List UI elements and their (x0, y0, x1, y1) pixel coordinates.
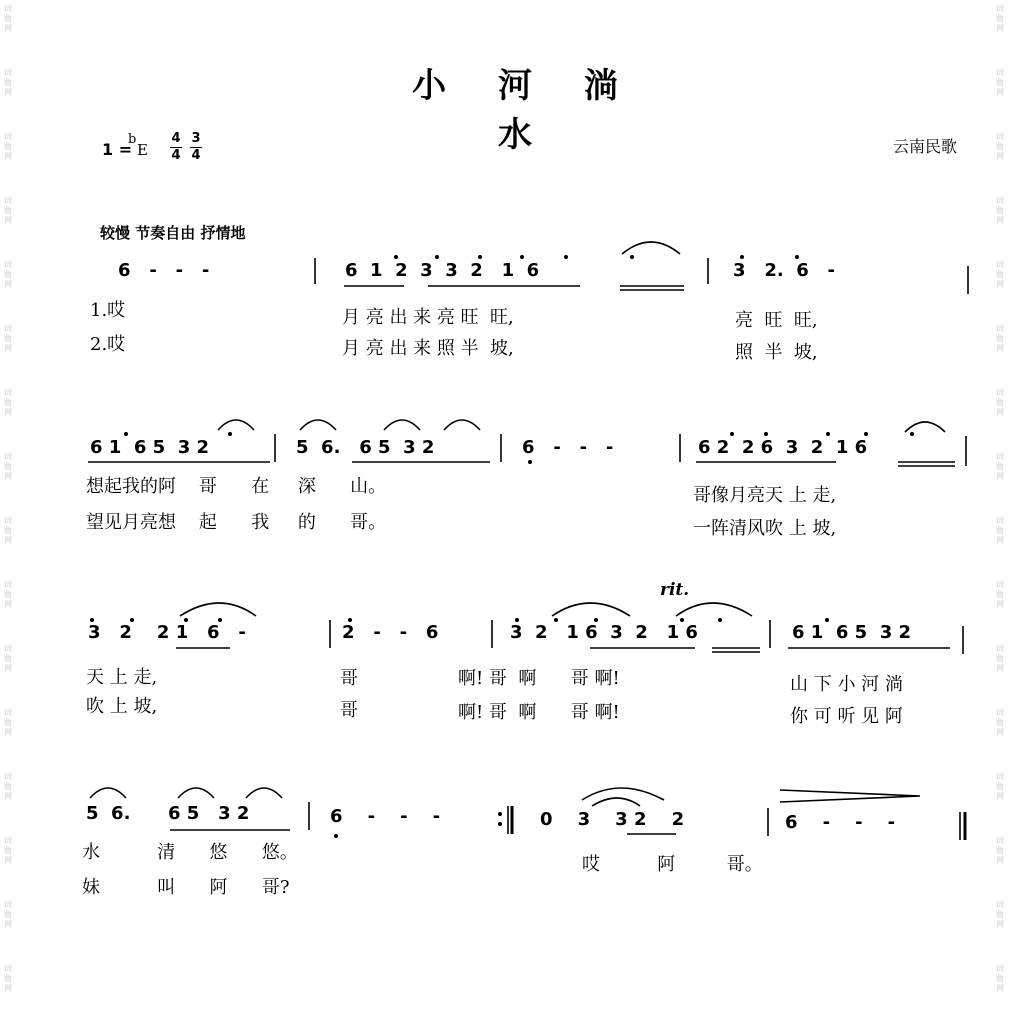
watermark-text: 词 曲 网 (2, 640, 14, 704)
watermark-text: 词 曲 网 (2, 960, 14, 1024)
watermark-text: 词 曲 网 (994, 192, 1006, 256)
watermark-text: 词 曲 网 (994, 640, 1006, 704)
lyrics-s3-v1-a: 天 上 走, (86, 663, 157, 689)
lyrics-s2-v2-a: 望见月亮想 起 我 的 哥。 (86, 508, 386, 534)
notes-s3-bar2: 2 - - 6 (342, 622, 438, 643)
song-title: 小 河 淌 水 (380, 58, 670, 156)
watermark-text: 词 曲 网 (2, 448, 14, 512)
composer-credit: 云南民歌 (893, 134, 957, 157)
lyrics-s3-v2-a: 吹 上 坡, (86, 692, 157, 718)
watermark-text: 词 曲 网 (2, 320, 14, 384)
lyrics-s3-v2-b: 哥 (340, 696, 358, 722)
lyrics-s1-v2-a: 2.哎 (90, 330, 125, 356)
notes-s3-bar1: 3 2 2 1 6 - (88, 622, 246, 643)
ritardando-marking: rit. (660, 580, 689, 600)
lyrics-s3-v1-d: 山 下 小 河 淌 (790, 670, 903, 696)
notes-s2-bar4: 6 2 2 6 3 2 1 6 (698, 437, 867, 458)
time-signature-2: 3 4 (190, 132, 202, 163)
lyrics-s1-v1-c: 亮 旺 旺, (735, 306, 818, 332)
watermark-text: 词 曲 网 (994, 64, 1006, 128)
lyrics-s1-v1-a: 1.哎 (90, 296, 125, 322)
lyrics-s2-v2-b: 一阵清风吹 上 坡, (693, 514, 836, 540)
lyrics-s3-v1-b: 哥 (340, 664, 358, 690)
watermark-text: 词 曲 网 (994, 704, 1006, 768)
notes-s2-bar2: 5 6. 6 5 3 2 (296, 437, 434, 458)
key-prefix: 1 = (102, 140, 132, 159)
watermark-text: 词 曲 网 (994, 448, 1006, 512)
watermark-text: 词 曲 网 (2, 384, 14, 448)
watermark-text: 词 曲 网 (2, 192, 14, 256)
watermark-text: 词 曲 网 (2, 768, 14, 832)
lyrics-s3-v2-d: 你 可 听 见 阿 (790, 702, 903, 728)
watermark-text: 词 曲 网 (994, 960, 1006, 1024)
lyrics-s4-v1-b: 哎 阿 哥。 (582, 850, 763, 876)
notes-s4-bar4: 6 - - - (785, 812, 895, 833)
tempo-marking: 较慢 节奏自由 抒情地 (100, 222, 245, 243)
lyrics-s3-v2-c: 啊! 哥 啊 哥 啊! (458, 698, 620, 724)
watermark-text: 词 曲 网 (994, 256, 1006, 320)
watermark-text: 词 曲 网 (994, 128, 1006, 192)
watermark-text: 词 曲 网 (994, 896, 1006, 960)
watermark-text: 词 曲 网 (994, 832, 1006, 896)
watermark-text: 词 曲 网 (2, 64, 14, 128)
flat-sign: b (128, 132, 136, 147)
watermark-text: 词 曲 网 (2, 128, 14, 192)
notes-s3-bar3: 3 2 1 6 3 2 1 6 (510, 622, 698, 643)
watermark-text: 词 曲 网 (2, 832, 14, 896)
lyrics-s2-v1-b: 哥像月亮天 上 走, (693, 481, 836, 507)
key-note: E (137, 141, 148, 159)
time-signature-1: 4 4 (170, 132, 182, 163)
notes-s2-bar3: 6 - - - (522, 437, 613, 458)
lyrics-s3-v1-c: 啊! 哥 啊 哥 啊! (458, 664, 620, 690)
notes-s4-bar1: 5 6. 6 5 3 2 (86, 803, 249, 824)
watermark-text: 词 曲 网 (2, 256, 14, 320)
notes-s4-bar2: 6 - - - (330, 806, 440, 827)
lyrics-s1-v2-c: 照 半 坡, (735, 338, 818, 364)
lyrics-s4-v2-a: 妹 叫 阿 哥? (82, 873, 290, 899)
lyrics-s1-v1-b: 月 亮 出 来 亮 旺 旺, (342, 303, 514, 329)
notes-s1-intro: 6 - - - (118, 260, 209, 281)
notes-s3-bar4: 6 1 6 5 3 2 (792, 622, 911, 643)
lyrics-s4-v1-a: 水 清 悠 悠。 (82, 838, 298, 864)
watermark-text: 词 曲 网 (994, 384, 1006, 448)
watermark-text: 词 曲 网 (2, 0, 14, 64)
lyrics-s2-v1-a: 想起我的阿 哥 在 深 山。 (86, 472, 386, 498)
watermark-text: 词 曲 网 (994, 768, 1006, 832)
watermark-text: 词 曲 网 (994, 0, 1006, 64)
lyrics-s1-v2-b: 月 亮 出 来 照 半 坡, (342, 334, 514, 360)
watermark-text: 词 曲 网 (2, 896, 14, 960)
notes-s2-bar1: 6 1 6 5 3 2 (90, 437, 209, 458)
watermark-text: 词 曲 网 (994, 576, 1006, 640)
watermark-text: 词 曲 网 (2, 704, 14, 768)
watermark-text: 词 曲 网 (2, 512, 14, 576)
notes-s4-bar3: 0 3 3 2 2 (540, 809, 684, 830)
watermark-text: 词 曲 网 (994, 320, 1006, 384)
notes-s1-bar2: 6 1 2 3 3 2 1 6 (345, 260, 539, 281)
watermark-text: 词 曲 网 (994, 512, 1006, 576)
notes-s1-bar3: 3 2. 6 - (733, 260, 835, 281)
watermark-text: 词 曲 网 (2, 576, 14, 640)
